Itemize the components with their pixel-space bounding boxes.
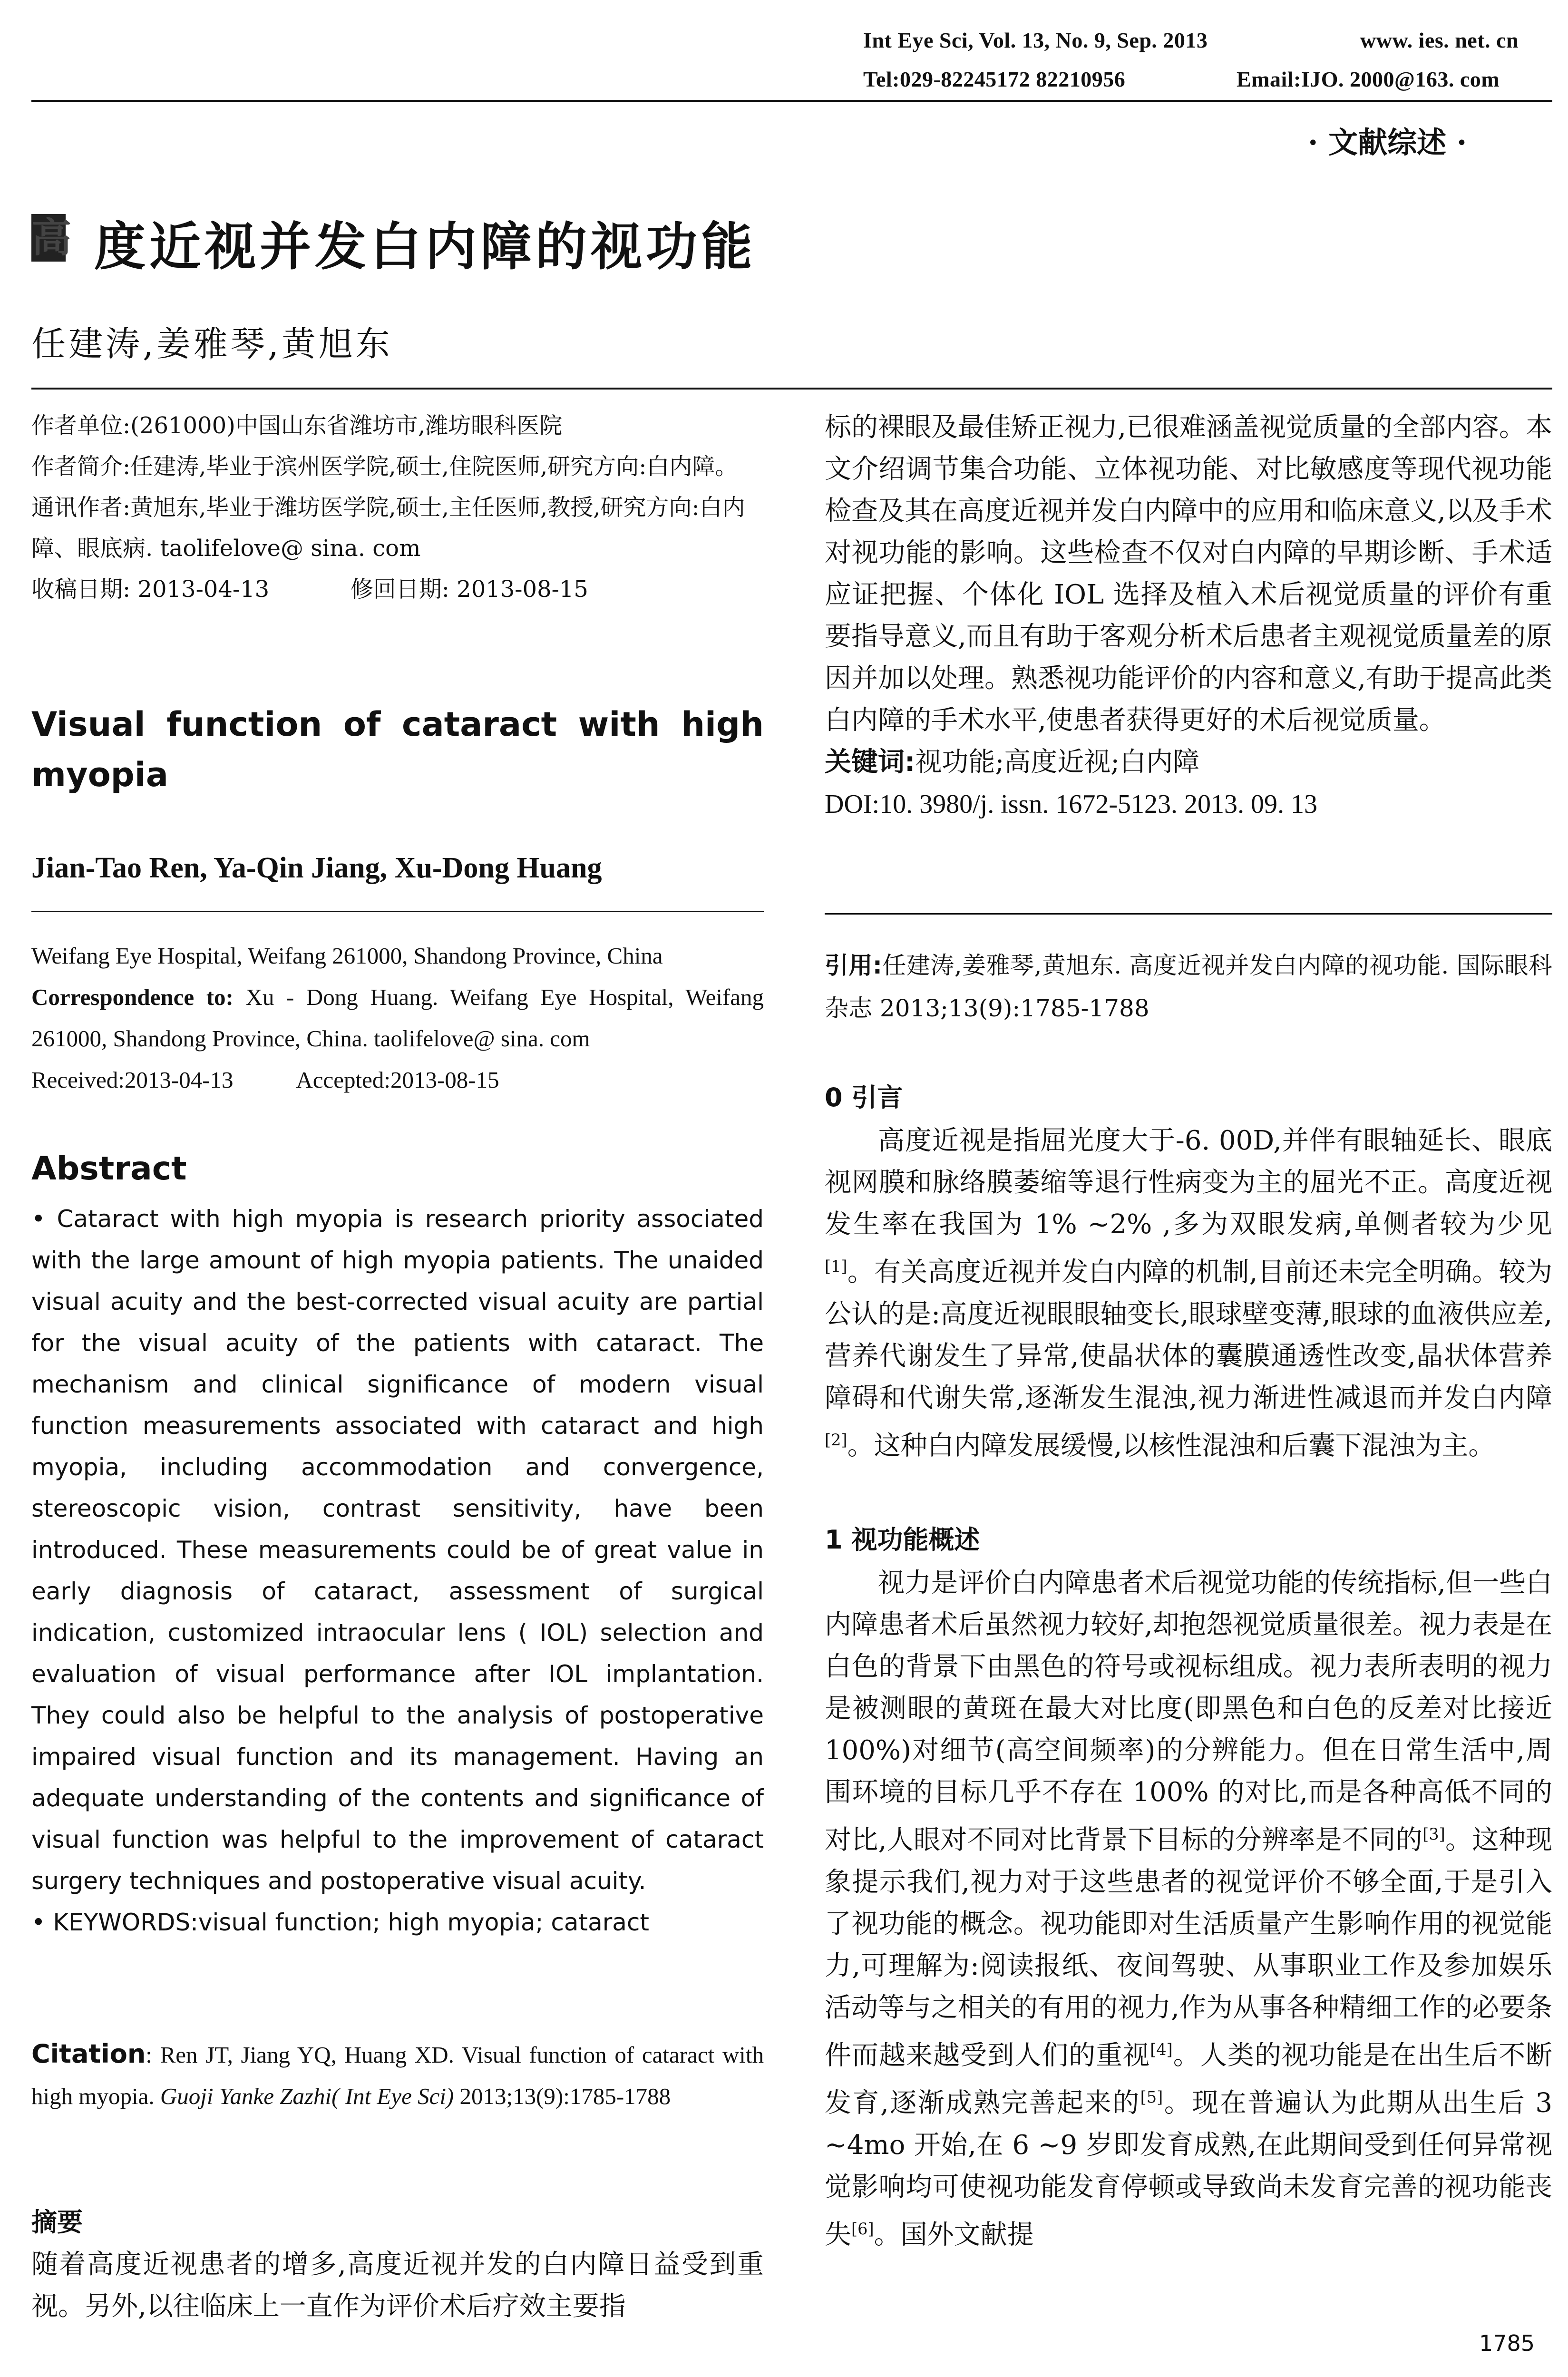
- cite-cn-block: [825, 944, 1552, 1030]
- english-affiliation-block: [31, 935, 764, 1101]
- ref-5[interactable]: [5]: [1140, 2088, 1163, 2107]
- sec0-text-b: 。有关高度近视并发白内障的机制,目前还未完全明确。较为公认的是:高度近视眼眼轴变长,眼球壁变薄,眼球的血液供应差,营养代谢发生了异常,使晶状体的囊膜通透性改变,晶状体营养障碍和代谢失常,逐渐发生混浊,视力渐进性减退而并发白内障: [825, 1257, 1552, 1413]
- english-received: Received:2013-04-13: [31, 1067, 234, 1093]
- revised-date: 修回日期: 2013-08-15: [350, 576, 588, 603]
- cn-keywords-text: 视功能;高度近视;白内障: [915, 747, 1200, 778]
- section-0-paragraph: [825, 1120, 1552, 1467]
- cn-abstract-right-block: [825, 407, 1552, 825]
- citation-tail: 2013;13(9):1785-1788: [454, 2083, 671, 2109]
- ref-4[interactable]: [4]: [1150, 2040, 1173, 2059]
- author-intro: 作者简介:任建涛,毕业于滨州医学院,硕士,住院医师,研究方向:白内障。: [31, 453, 738, 480]
- header-rule: [31, 100, 1552, 102]
- cn-abstract-left-text: 随着高度近视患者的增多,高度近视并发的白内障日益受到重视。另外,以往临床上一直作为评价术后疗效主要指: [31, 2249, 764, 2322]
- abstract-keywords: • KEYWORDS:visual function; high myopia; cataract: [31, 1909, 650, 1936]
- english-title: Visual function of cataract with high myopia: [31, 705, 764, 794]
- correspondence-text: Xu - Dong Huang. Weifang Eye Hospital, Weifang 261000, Shandong Province, China. taolifelove@ sina. com: [31, 984, 764, 1052]
- cite-cn-label: 引用:: [825, 952, 882, 979]
- sec1-text-a: 视力是评价白内障患者术后视觉功能的传统指标,但一些白内障患者术后虽然视力较好,却抱怨视觉质量很差。视力表是在白色的背景下由黑色的符号或视标组成。视力表所表明的视力是被测眼的黄斑在最大对比度(即黑色和白色的反差对比接近 100%)对细节(高空间频率)的分辨能力。但在日常生活中,周围环境的目标几乎不存在 100% 的对比,而是各种高低不同的对比,人眼对不同对比背景下目标的分辨率是不同的: [825, 1568, 1552, 1856]
- sec1-text-e: 。国外文献提: [874, 2219, 1034, 2250]
- sec1-text-c: 。人类的视功能是在出生后不断发育,逐渐成熟完善起来的: [825, 2040, 1553, 2119]
- page-number: 1785: [1479, 2330, 1535, 2356]
- cn-keywords-label: 关键词:: [825, 747, 915, 778]
- sec0-text-a: 高度近视是指屈光度大于-6. 00D,并伴有眼轴延长、眼底视网膜和脉络膜萎缩等退行性病变为主的屈光不正。高度近视发生率在我国为 1% ~2% ,多为双眼发病,单侧者较为少见: [825, 1125, 1552, 1240]
- citation-text: : Ren JT, Jiang YQ, Huang XD. Visual function of cataract with high myopia.: [31, 2042, 764, 2109]
- citation-journal: Guoji Yanke Zazhi( Int Eye Sci): [160, 2083, 454, 2109]
- ref-1[interactable]: [1]: [825, 1257, 847, 1276]
- english-correspondence: [31, 976, 764, 1059]
- english-dates: [31, 1059, 764, 1101]
- abstract-body-block: [31, 1198, 764, 1943]
- abstract-heading: Abstract: [31, 1150, 187, 1188]
- section-1-body: [825, 1562, 1552, 2256]
- sec0-text-c: 。这种白内障发展缓慢,以核性混浊和后囊下混浊为主。: [847, 1430, 1495, 1461]
- cn-abstract-heading: 摘要: [31, 2207, 83, 2237]
- cite-cn-text: 任建涛,姜雅琴,黄旭东. 高度近视并发白内障的视功能. 国际眼科杂志 2013;13(9):1785-1788: [825, 952, 1552, 1022]
- received-date: 收稿日期: 2013-04-13: [31, 576, 270, 603]
- journal-email[interactable]: Email:IJO. 2000@163. com: [1237, 67, 1500, 91]
- english-authors-rule: [31, 911, 764, 912]
- section-1-paragraph: [825, 1562, 1552, 2256]
- sec1-text-b: 。这种现象提示我们,视力对于这些患者的视觉评价不够全面,于是引入了视功能的概念。视功能即对生活质量产生影响作用的视觉能力,可理解为:阅读报纸、夜间驾驶、从事职业工作及参加娱乐活动等与之相关的有用的视力,作为从事各种精细工作的必要条件而越来越受到人们的重视: [825, 1824, 1552, 2071]
- cn-abstract-right-text: 标的裸眼及最佳矫正视力,已很难涵盖视觉质量的全部内容。本文介绍调节集合功能、立体视功能、对比敏感度等现代视功能检查及其在高度近视并发白内障中的应用和临床意义,以及手术对视功能的影响。这些检查不仅对白内障的早期诊断、手术适应证把握、个体化 IOL 选择及植入术后视觉质量的评价有重要指导意义,而且有助于客观分析术后患者主观视觉质量差的原因并加以处理。熟悉视功能评价的内容和意义,有助于提高此类白内障的手术水平,使患者获得更好的术后视觉质量。: [825, 412, 1552, 736]
- section-0-body: [825, 1120, 1552, 1467]
- right-col-rule: [825, 913, 1552, 915]
- section-tag: · 文献综述 ·: [1308, 125, 1467, 160]
- author-info: [31, 405, 764, 610]
- journal-tel: Tel:029-82245172 82210956: [863, 67, 1126, 91]
- section-0-heading: 0 引言: [825, 1082, 903, 1112]
- title-rule: [31, 388, 1552, 390]
- article-title: 度近视并发白内障的视功能: [94, 217, 757, 277]
- journal-website[interactable]: www. ies. net. cn: [1360, 28, 1519, 52]
- title-first-char-block: 高: [31, 214, 72, 261]
- ref-2[interactable]: [2]: [825, 1430, 847, 1449]
- sec1-text-d: 。现在普遍认为此期从出生后 3 ~4mo 开始,在 6 ~9 岁即发育成熟,在此期间受到任何异常视觉影响均可使视功能发育停顿或导致尚未发育完善的视功能丧失: [825, 2087, 1552, 2250]
- ref-3[interactable]: [3]: [1422, 1825, 1445, 1843]
- doi[interactable]: DOI:10. 3980/j. issn. 1672-5123. 2013. 09. 13: [825, 789, 1317, 819]
- dates-row: [31, 569, 764, 610]
- english-affiliation: Weifang Eye Hospital, Weifang 261000, Shandong Province, China: [31, 943, 663, 969]
- ref-6[interactable]: [6]: [851, 2219, 874, 2238]
- english-accepted: Accepted:2013-08-15: [296, 1067, 499, 1093]
- corresponding-author: 通讯作者:黄旭东,毕业于潍坊医学院,硕士,主任医师,教授,研究方向:白内障、眼底病. taolifelove@ sina. com: [31, 494, 745, 562]
- correspondence-label: Correspondence to:: [31, 984, 234, 1010]
- authors-cn: 任建涛,姜雅琴,黄旭东: [31, 324, 393, 364]
- english-authors: Jian-Tao Ren, Ya-Qin Jiang, Xu-Dong Huang: [31, 852, 602, 884]
- cn-keywords: [825, 741, 1552, 783]
- author-unit: 作者单位:(261000)中国山东省潍坊市,潍坊眼科医院: [31, 412, 563, 439]
- abstract-body: • Cataract with high myopia is research priority associated with the large amount of high myopia patients. The unaided visual acuity and the best-corrected visual acuity are partial for the visual acuity of the patients with cataract. The mechanism and clinical significance of modern visual function measurements associated with cataract and high myopia, including accommodation and convergence, stereoscopic vision, contrast sensitivity, have been introduced. These measurements could be of great value in early diagnosis of cataract, assessment of surgical indication, customized intraocular lens ( IOL) selection and evaluation of visual performance after IOL implantation. They could also be helpful to the analysis of postoperative impaired visual function and its management. Having an adequate understanding of the contents and significance of visual function was helpful to the improvement of cataract surgery techniques and postoperative visual acuity.: [31, 1205, 764, 1895]
- citation-label: Citation: [31, 2039, 146, 2069]
- citation-block: [31, 2033, 764, 2117]
- section-1-heading: 1 视功能概述: [825, 1525, 980, 1555]
- journal-line: Int Eye Sci, Vol. 13, No. 9, Sep. 2013: [863, 28, 1208, 52]
